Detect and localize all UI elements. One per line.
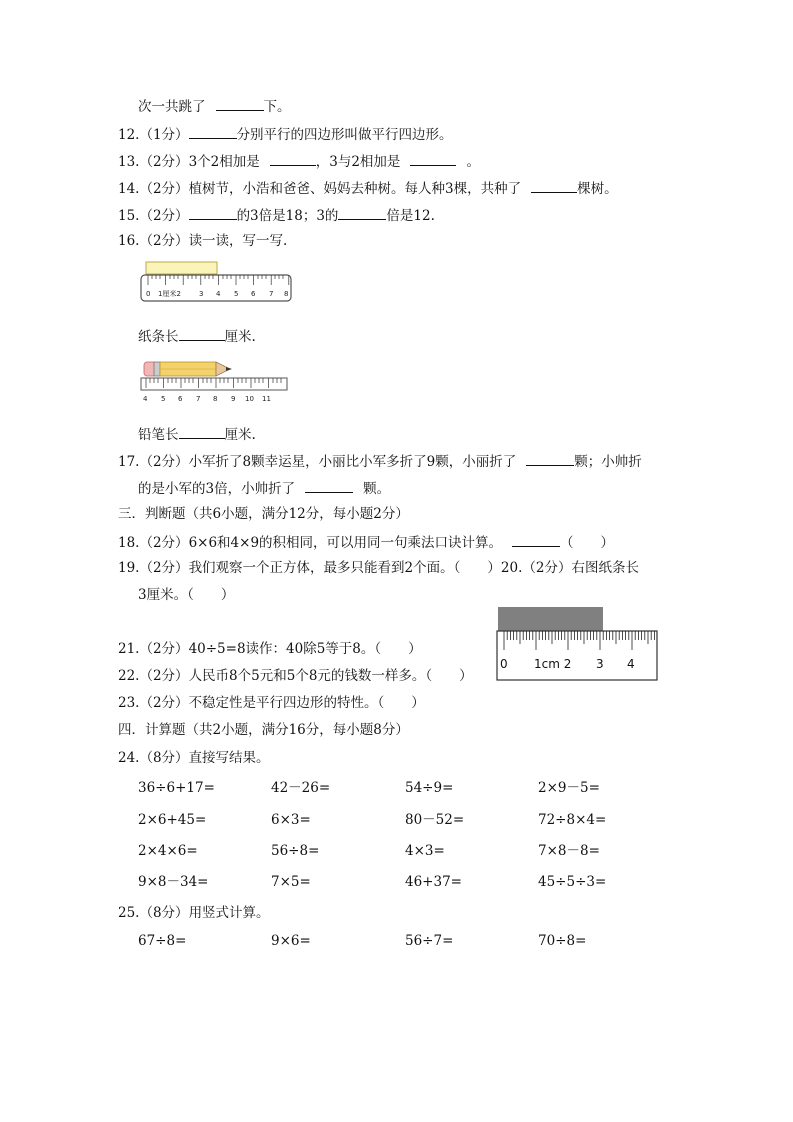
answer-blank[interactable] bbox=[526, 451, 574, 466]
calc-item: 2×4×6= bbox=[138, 843, 198, 859]
answer-blank[interactable] bbox=[305, 478, 353, 493]
question-23 bbox=[118, 694, 425, 712]
calc-item: 80－52= bbox=[405, 812, 465, 828]
question-text: 倍是12. bbox=[386, 208, 435, 224]
question-number: 17.（2分） bbox=[118, 454, 189, 470]
question-number: 16.（2分） bbox=[118, 233, 189, 249]
question-21 bbox=[118, 640, 422, 658]
answer-blank[interactable] bbox=[531, 178, 577, 193]
question-12 bbox=[118, 124, 453, 144]
answer-blank[interactable] bbox=[270, 151, 316, 166]
calc-item: 7×5= bbox=[271, 874, 311, 890]
calc-item: 46+37= bbox=[405, 874, 462, 890]
question-number: 23.（2分） bbox=[118, 695, 189, 711]
question-number: 25.（8分） bbox=[118, 905, 189, 921]
calc-item: 2×9－5= bbox=[538, 780, 600, 796]
ruler2-tick-label: 7 bbox=[196, 395, 201, 403]
calc-item: 42－26= bbox=[271, 780, 331, 796]
gray-paper-strip bbox=[498, 607, 603, 631]
question-13 bbox=[118, 151, 480, 171]
question-number: 12.（1分） bbox=[118, 127, 189, 143]
question-text: 厘米. bbox=[224, 427, 256, 443]
pencil-length-line bbox=[138, 424, 256, 444]
answer-blank[interactable] bbox=[512, 532, 560, 547]
question-14 bbox=[118, 178, 618, 198]
question-17 bbox=[118, 451, 642, 471]
question-number: 24.（8分） bbox=[118, 750, 189, 766]
question-text: 纸条长 bbox=[138, 329, 179, 345]
question-text: 颗。 bbox=[363, 481, 391, 497]
question-22 bbox=[118, 667, 473, 685]
question-text: 直接写结果。 bbox=[188, 750, 270, 766]
question-text: 铅笔长 bbox=[138, 427, 179, 443]
calc-item: 54÷9= bbox=[405, 780, 454, 796]
question-number: 15.（2分） bbox=[118, 208, 189, 224]
pencil-icon bbox=[144, 362, 232, 376]
question-text: 植树节，小浩和爸爸、妈妈去种树。每人种3棵，共种了 bbox=[188, 181, 522, 197]
ruler2-tick-label: 4 bbox=[143, 395, 148, 403]
question-text: 40÷5=8读作：40除5等于8。（ ） bbox=[188, 641, 422, 657]
question-text: 的3倍是18；3的 bbox=[236, 208, 339, 224]
question-text: 的是小军的3倍，小帅折了 bbox=[138, 481, 296, 497]
question-number: 21.（2分） bbox=[118, 641, 189, 657]
question-text: 颗；小帅折 bbox=[574, 454, 642, 470]
paper-length-line bbox=[138, 326, 256, 346]
paper-strip bbox=[146, 262, 217, 274]
question-text: ，3与2相加是 bbox=[315, 154, 401, 170]
answer-paren[interactable]: （ ） bbox=[560, 535, 615, 551]
question-19 bbox=[118, 559, 639, 577]
question-number: 18.（2分） bbox=[118, 535, 189, 551]
question-text: 分别平行的四边形叫做平行四边形。 bbox=[236, 127, 453, 143]
calc-item: 67÷8= bbox=[138, 933, 187, 949]
calc-item: 9×8－34= bbox=[138, 874, 209, 890]
q11-continuation bbox=[138, 96, 291, 116]
question-text: 3个2相加是 bbox=[188, 154, 260, 170]
answer-blank[interactable] bbox=[179, 424, 225, 439]
calc-item: 56÷7= bbox=[405, 933, 454, 949]
ruler1-tick-label: 6 bbox=[251, 290, 256, 298]
ruler1-tick-label: 3 bbox=[199, 290, 204, 298]
question-number: 22.（2分） bbox=[118, 668, 189, 684]
ruler-pencil-figure bbox=[138, 354, 290, 410]
calc-item: 7×8－8= bbox=[538, 843, 600, 859]
question-text: 人民币8个5元和5个8元的钱数一样多。（ ） bbox=[188, 668, 473, 684]
question-text: 我们观察一个正方体，最多只能看到2个面。（ ） bbox=[188, 560, 501, 576]
ruler1-tick-label: 8 bbox=[284, 290, 289, 298]
question-25 bbox=[118, 904, 270, 922]
calc-item: 70÷8= bbox=[538, 933, 587, 949]
ruler-body bbox=[497, 631, 657, 680]
answer-blank[interactable] bbox=[410, 151, 456, 166]
answer-blank[interactable] bbox=[216, 96, 264, 111]
q20-ruler-figure bbox=[496, 606, 660, 682]
calc-item: 36÷6+17= bbox=[138, 780, 215, 796]
answer-blank[interactable] bbox=[179, 326, 225, 341]
ruler2-tick-label: 6 bbox=[178, 395, 183, 403]
calc-item: 2×6+45= bbox=[138, 812, 207, 828]
q11-text-end: 下。 bbox=[263, 99, 291, 115]
question-16 bbox=[118, 232, 287, 250]
question-text: 不稳定性是平行四边形的特性。（ ） bbox=[188, 695, 425, 711]
calc-item: 6×3= bbox=[271, 812, 311, 828]
ruler2-tick-label: 9 bbox=[231, 395, 236, 403]
section-title-calculation: 四．计算题（共2小题，满分16分，每小题8分） bbox=[118, 722, 409, 738]
question-text: 用竖式计算。 bbox=[188, 905, 270, 921]
question-number: 14.（2分） bbox=[118, 181, 189, 197]
question-number: 20.（2分） bbox=[500, 560, 572, 576]
question-18 bbox=[118, 532, 614, 552]
q20-tick-label: 0 bbox=[500, 657, 508, 671]
ruler1-tick-label: 7 bbox=[269, 290, 274, 298]
answer-blank[interactable] bbox=[189, 205, 237, 220]
q11-text: 次一共跳了 bbox=[138, 99, 206, 115]
question-number: 13.（2分） bbox=[118, 154, 189, 170]
q20-tick-label: 4 bbox=[627, 657, 635, 671]
ruler2-tick-label: 8 bbox=[213, 395, 218, 403]
calc-item: 45÷5÷3= bbox=[538, 874, 607, 890]
calc-item: 9×6= bbox=[271, 933, 311, 949]
question-15 bbox=[118, 205, 435, 225]
q20-tick-label: 3 bbox=[596, 657, 604, 671]
ruler1-tick-label: 5 bbox=[234, 290, 239, 298]
question-text: 读一读，写一写. bbox=[188, 233, 288, 249]
ruler2-tick-label: 11 bbox=[262, 395, 271, 403]
ruler2-tick-label: 5 bbox=[161, 395, 166, 403]
calc-item: 56÷8= bbox=[271, 843, 320, 859]
ruler1-tick-label: 0 bbox=[146, 290, 151, 298]
question-text: 棵树。 bbox=[577, 181, 618, 197]
question-text: 厘米. bbox=[224, 329, 256, 345]
section-title-judgment: 三．判断题（共6小题，满分12分，每小题2分） bbox=[118, 506, 409, 522]
ruler-paper-figure bbox=[138, 258, 298, 308]
question-17-cont bbox=[138, 478, 390, 498]
q20-tick-label: 1cm 2 bbox=[534, 657, 572, 671]
question-20-cont: 3厘米。（ ） bbox=[138, 587, 235, 603]
question-text: 右图纸条长 bbox=[571, 560, 639, 576]
question-number: 19.（2分） bbox=[118, 560, 189, 576]
calc-item: 4×3= bbox=[405, 843, 445, 859]
question-text: 小军折了8颗幸运星，小丽比小军多折了9颗，小丽折了 bbox=[188, 454, 517, 470]
ruler1-tick-label: 1厘米2 bbox=[158, 290, 181, 298]
question-24 bbox=[118, 749, 270, 767]
answer-blank[interactable] bbox=[189, 124, 237, 139]
ruler2-tick-label: 10 bbox=[245, 395, 254, 403]
question-text: 6×6和4×9的积相同，可以用同一句乘法口诀计算。 bbox=[188, 535, 503, 551]
answer-blank[interactable] bbox=[338, 205, 386, 220]
ruler1-tick-label: 4 bbox=[216, 290, 221, 298]
calc-item: 72÷8×4= bbox=[538, 812, 607, 828]
question-text: 。 bbox=[466, 154, 480, 170]
